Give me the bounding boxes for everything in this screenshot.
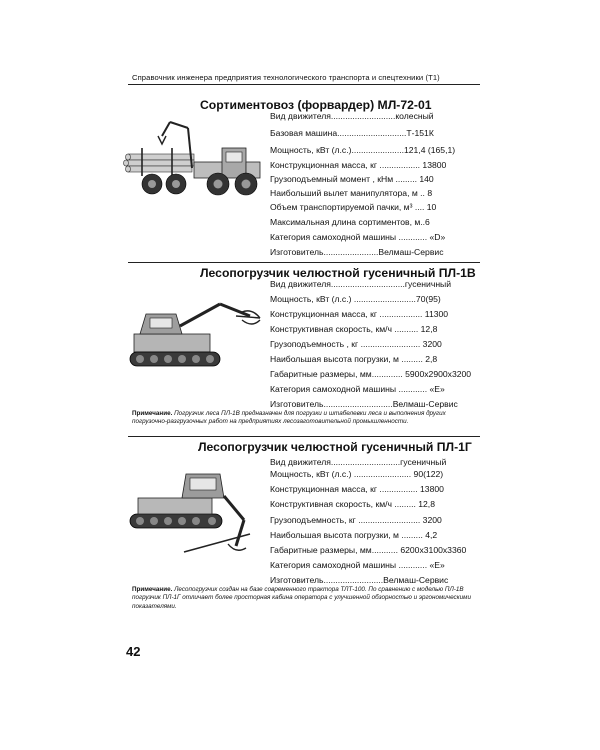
spec-line: Конструкционная масса, кг ................ 13800 — [270, 484, 444, 494]
spec-line: Грузоподъемность , кг ......................... 3200 — [270, 339, 442, 349]
pl-1g-loader-illustration — [124, 468, 266, 562]
spec-line: Конструкционная масса, кг ................. 13800 — [270, 160, 447, 170]
running-header: Справочник инженера предприятия технологического транспорта и спецтехники (Т1) — [132, 73, 440, 82]
section-2-title: Лесопогрузчик челюстной гусеничный ПЛ-1В — [200, 266, 476, 280]
spec-line: Вид движителя...............................гусеничный — [270, 279, 452, 289]
spec-line: Мощность, кВт (л.с.) ..........................70(95) — [270, 294, 441, 304]
section-3-note — [132, 586, 477, 611]
page-number: 42 — [126, 644, 141, 659]
spec-line: Конструкционная масса, кг .................. 11300 — [270, 309, 449, 319]
spec-line: Вид движителя.............................гусеничный — [270, 457, 447, 467]
header-rule — [128, 84, 480, 85]
spec-line: Конструктивная скорость, км/ч .......... 12,8 — [270, 324, 438, 334]
spec-line: Категория самоходной машины ............ «Е» — [270, 560, 445, 570]
spec-line: Категория самоходной машины ............ «D» — [270, 232, 446, 242]
spec-line: Изготовитель.........................Велмаш-Сервис — [270, 575, 449, 585]
spec-line: Наибольшая высота погрузки, м ......... 2,8 — [270, 354, 438, 364]
spec-line: Наибольший вылет манипулятора, м .. 8 — [270, 188, 433, 198]
note-text: Погрузчик леса ПЛ-1В предназначен для погрузки и штабелевки леса и выполнения других погрузочно-разгрузочных работ на предприятиях лесозаготовительной промышленности. — [132, 410, 446, 426]
spec-line: Грузоподъемный момент , кНм ......... 140 — [270, 174, 434, 184]
pl-1v-loader-illustration — [124, 290, 264, 380]
spec-line: Мощность, кВт (л.с.)......................121,4 (165,1) — [270, 145, 456, 155]
section-3-title: Лесопогрузчик челюстной гусеничный ПЛ-1Г — [198, 440, 472, 454]
note-text: Лесопогрузчик создан на базе современного трактора ТЛТ-100. По сравнению с моделью ПЛ-1В погрузчик ПЛ-1Г отличает более просторная кабина оператора с улучшенной обзорностью и эргономическими показателями. — [132, 586, 471, 610]
spec-line: Категория самоходной машины ............ «Е» — [270, 384, 445, 394]
spec-line: Максимальная длина сортиментов, м..6 — [270, 217, 430, 227]
spec-line: Мощность, кВт (л.с.) ........................ 90(122) — [270, 469, 444, 479]
section-2-note — [132, 410, 477, 427]
spec-line: Вид движителя...........................колесный — [270, 111, 434, 121]
spec-line: Грузоподъемность, кг .......................... 3200 — [270, 515, 442, 525]
note-label: Примечание. — [132, 410, 173, 417]
spec-line: Объем транспортируемой пачки, м³ .... 10 — [270, 202, 437, 212]
forwarder-illustration — [122, 118, 264, 200]
spec-line: Базовая машина.............................Т-151К — [270, 128, 434, 138]
section-divider — [128, 262, 480, 263]
section-1-title: Сортиментовоз (форвардер) МЛ-72-01 — [200, 98, 432, 112]
spec-line: Габаритные размеры, мм........... 6200х3100х3360 — [270, 545, 467, 555]
spec-line: Изготовитель.......................Велмаш-Сервис — [270, 247, 444, 257]
spec-line: Габаритные размеры, мм............. 5900х2900х3200 — [270, 369, 472, 379]
spec-line: Изготовитель.............................Велмаш-Сервис — [270, 399, 458, 409]
note-label: Примечание. — [132, 586, 173, 593]
spec-line: Наибольшая высота погрузки, м ......... 4,2 — [270, 530, 438, 540]
section-divider — [128, 436, 480, 437]
spec-line: Конструктивная скорость, км/ч ......... 12,8 — [270, 499, 435, 509]
